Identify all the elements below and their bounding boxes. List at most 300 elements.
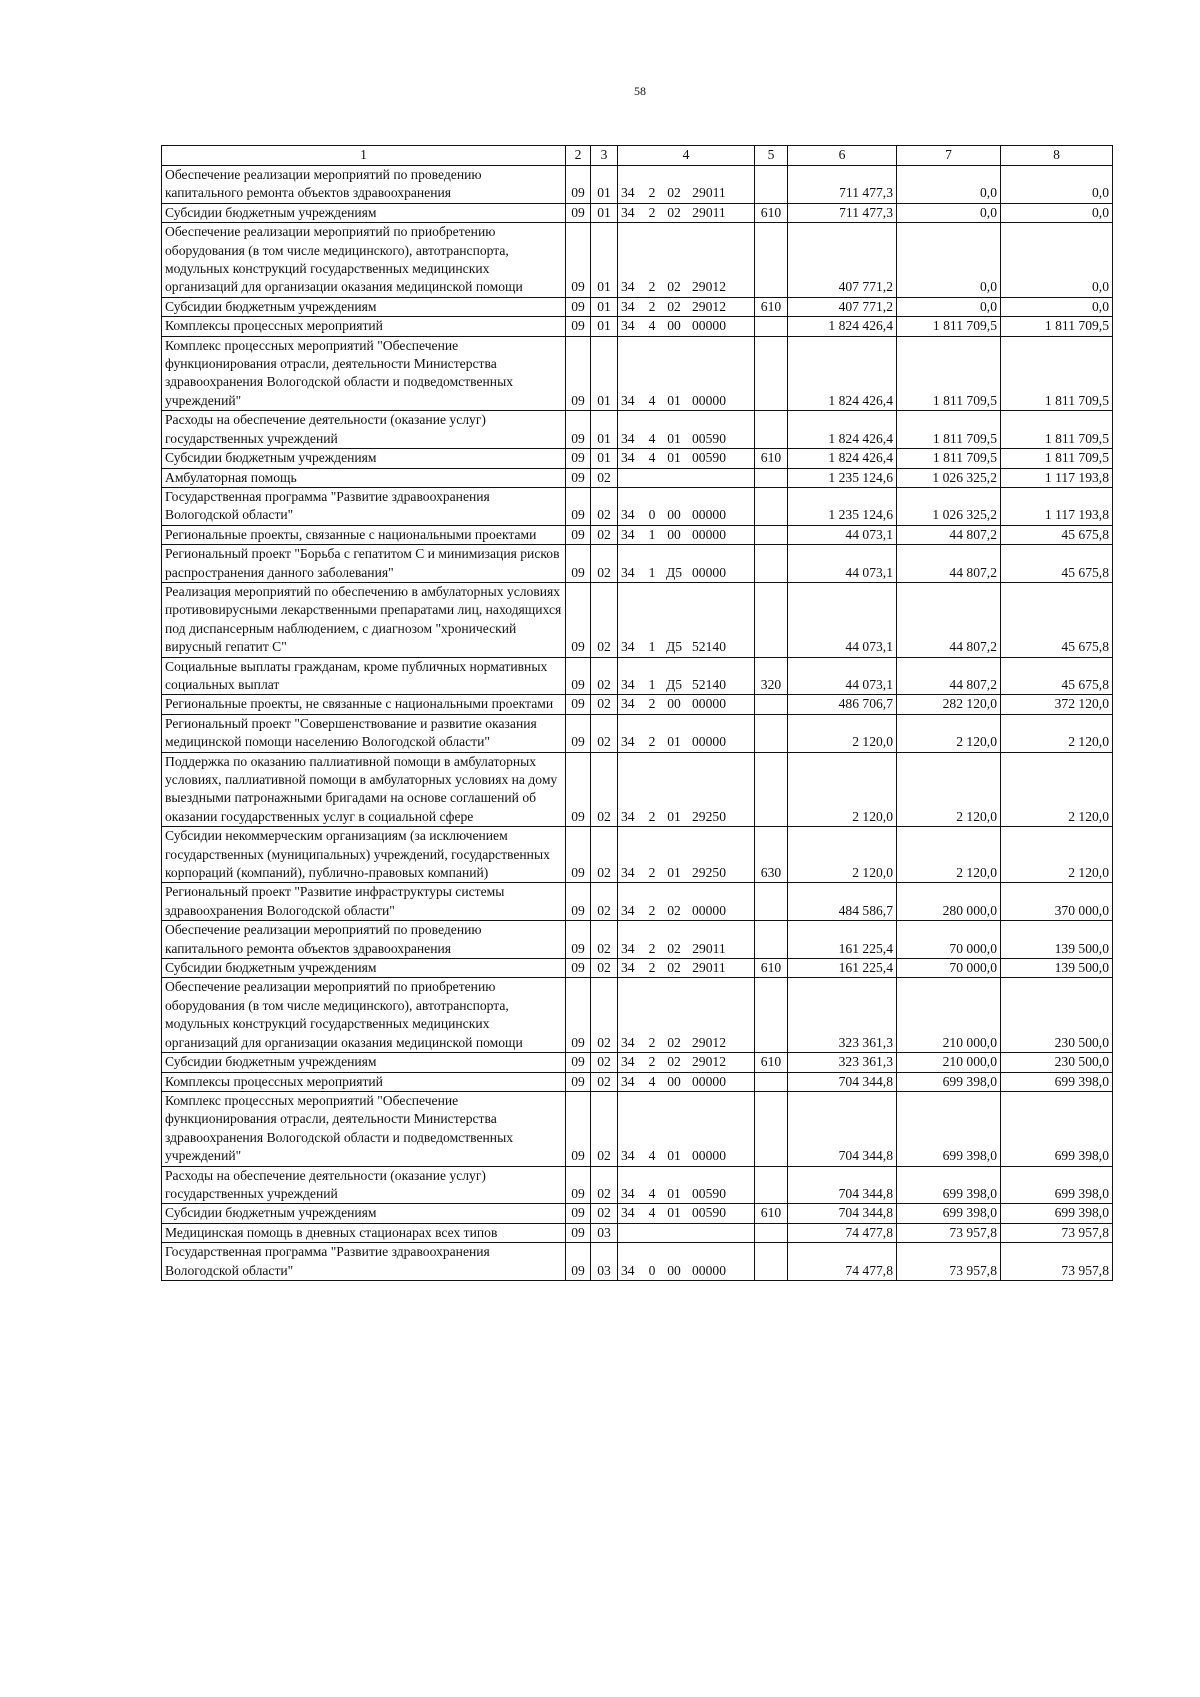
row-target-code bbox=[618, 1053, 755, 1072]
row-chapter: 09 bbox=[566, 657, 591, 695]
code-project: 01 bbox=[667, 450, 681, 466]
row-amount-col7: 44 807,2 bbox=[897, 582, 1001, 657]
row-amount-col7: 73 957,8 bbox=[897, 1223, 1001, 1242]
code-project: Д5 bbox=[665, 676, 683, 692]
row-subsection: 03 bbox=[591, 1243, 618, 1281]
row-chapter: 09 bbox=[566, 1072, 591, 1091]
code-direction: 00000 bbox=[692, 1073, 726, 1089]
row-amount-col7: 282 120,0 bbox=[897, 695, 1001, 714]
row-amount-col8: 2 120,0 bbox=[1001, 752, 1113, 827]
row-amount-col6: 1 235 124,6 bbox=[788, 468, 897, 487]
code-direction: 00000 bbox=[692, 392, 726, 408]
code-program: 34 bbox=[621, 865, 635, 881]
code-project: 01 bbox=[667, 1185, 681, 1201]
code-type: 4 bbox=[648, 1185, 656, 1201]
code-program: 34 bbox=[621, 526, 635, 542]
code-type: 2 bbox=[648, 960, 656, 976]
row-expense-type bbox=[755, 1223, 788, 1242]
code-type: 4 bbox=[648, 1205, 656, 1221]
code-project: 00 bbox=[667, 1073, 681, 1089]
table-row bbox=[162, 166, 1113, 204]
row-amount-col8: 0,0 bbox=[1001, 223, 1113, 298]
row-target-code bbox=[618, 959, 755, 978]
row-amount-col8: 73 957,8 bbox=[1001, 1223, 1113, 1242]
row-amount-col8: 699 398,0 bbox=[1001, 1072, 1113, 1091]
row-amount-col7: 73 957,8 bbox=[897, 1243, 1001, 1281]
row-subsection: 01 bbox=[591, 297, 618, 316]
row-expense-type bbox=[755, 752, 788, 827]
row-amount-col8: 1 117 193,8 bbox=[1001, 468, 1113, 487]
code-direction: 00590 bbox=[692, 430, 726, 446]
row-amount-col8: 139 500,0 bbox=[1001, 959, 1113, 978]
row-chapter: 09 bbox=[566, 921, 591, 959]
table-row bbox=[162, 921, 1113, 959]
row-amount-col8: 699 398,0 bbox=[1001, 1091, 1113, 1166]
code-project: 01 bbox=[667, 865, 681, 881]
code-direction: 00000 bbox=[692, 734, 726, 750]
code-type: 2 bbox=[648, 865, 656, 881]
code-project: 01 bbox=[667, 1148, 681, 1164]
row-chapter: 09 bbox=[566, 714, 591, 752]
table-row bbox=[162, 545, 1113, 583]
code-direction: 29012 bbox=[692, 1034, 726, 1050]
row-subsection: 01 bbox=[591, 223, 618, 298]
row-amount-col8: 1 811 709,5 bbox=[1001, 317, 1113, 336]
row-expense-type bbox=[755, 1091, 788, 1166]
row-target-code bbox=[618, 1072, 755, 1091]
code-type: 2 bbox=[648, 1054, 656, 1070]
row-subsection: 02 bbox=[591, 695, 618, 714]
table-row bbox=[162, 449, 1113, 468]
row-expense-type bbox=[755, 468, 788, 487]
table-row bbox=[162, 223, 1113, 298]
row-target-code bbox=[618, 978, 755, 1053]
code-direction: 29011 bbox=[692, 940, 726, 956]
row-amount-col7: 1 811 709,5 bbox=[897, 317, 1001, 336]
row-amount-col6: 704 344,8 bbox=[788, 1091, 897, 1166]
row-amount-col8: 73 957,8 bbox=[1001, 1243, 1113, 1281]
row-expense-type: 610 bbox=[755, 203, 788, 222]
row-expense-type bbox=[755, 883, 788, 921]
code-project: 00 bbox=[667, 507, 681, 523]
code-type: 4 bbox=[648, 430, 656, 446]
row-expense-type bbox=[755, 1243, 788, 1281]
row-chapter: 09 bbox=[566, 203, 591, 222]
page-number: 58 bbox=[634, 84, 646, 98]
table-row bbox=[162, 657, 1113, 695]
row-subsection: 02 bbox=[591, 752, 618, 827]
row-amount-col6: 711 477,3 bbox=[788, 166, 897, 204]
code-type: 1 bbox=[648, 526, 656, 542]
row-amount-col6: 44 073,1 bbox=[788, 545, 897, 583]
code-project: 01 bbox=[667, 1205, 681, 1221]
row-subsection: 03 bbox=[591, 1223, 618, 1242]
code-program: 34 bbox=[621, 450, 635, 466]
code-direction: 00000 bbox=[692, 902, 726, 918]
row-amount-col6: 161 225,4 bbox=[788, 959, 897, 978]
row-subsection: 02 bbox=[591, 1204, 618, 1223]
code-type: 1 bbox=[648, 564, 656, 580]
table-row bbox=[162, 203, 1113, 222]
row-expense-type bbox=[755, 582, 788, 657]
row-amount-col7: 1 811 709,5 bbox=[897, 336, 1001, 411]
row-amount-col7: 2 120,0 bbox=[897, 752, 1001, 827]
row-name: Комплекс процессных мероприятий "Обеспечение функционирования отрасли, деятельности Министерства здравоохранения Вологодской области и подведомственных учреждений" bbox=[162, 1091, 566, 1166]
code-direction: 29012 bbox=[692, 1054, 726, 1070]
row-expense-type bbox=[755, 714, 788, 752]
code-type: 2 bbox=[648, 734, 656, 750]
row-name: Обеспечение реализации мероприятий по приобретению оборудования (в том числе медицинского), автотранспорта, модульных конструкций государственных медицинских организаций для организации оказания медицинской помощи bbox=[162, 978, 566, 1053]
row-target-code bbox=[618, 1091, 755, 1166]
row-amount-col8: 2 120,0 bbox=[1001, 714, 1113, 752]
code-direction: 29012 bbox=[692, 298, 726, 314]
row-amount-col8: 2 120,0 bbox=[1001, 827, 1113, 883]
row-subsection: 01 bbox=[591, 449, 618, 468]
row-amount-col8: 699 398,0 bbox=[1001, 1166, 1113, 1204]
row-chapter: 09 bbox=[566, 1204, 591, 1223]
row-subsection: 02 bbox=[591, 1166, 618, 1204]
row-amount-col7: 0,0 bbox=[897, 297, 1001, 316]
row-amount-col8: 0,0 bbox=[1001, 203, 1113, 222]
row-amount-col6: 2 120,0 bbox=[788, 752, 897, 827]
table-row bbox=[162, 1072, 1113, 1091]
row-name: Поддержка по оказанию паллиативной помощи в амбулаторных условиях, паллиативной помощи в амбулаторных условиях на дому выездными патронажными бригадами на основе соглашений об оказании государственных услуг в социальной сфере bbox=[162, 752, 566, 827]
row-amount-col7: 2 120,0 bbox=[897, 827, 1001, 883]
code-program: 34 bbox=[621, 279, 635, 295]
code-project: 02 bbox=[667, 960, 681, 976]
row-amount-col8: 699 398,0 bbox=[1001, 1204, 1113, 1223]
row-expense-type: 630 bbox=[755, 827, 788, 883]
code-type: 2 bbox=[648, 185, 656, 201]
row-name: Комплексы процессных мероприятий bbox=[162, 1072, 566, 1091]
row-chapter: 09 bbox=[566, 959, 591, 978]
code-project: 02 bbox=[667, 902, 681, 918]
row-amount-col6: 1 824 426,4 bbox=[788, 449, 897, 468]
code-type: 4 bbox=[648, 450, 656, 466]
table-row bbox=[162, 752, 1113, 827]
row-target-code bbox=[618, 468, 755, 487]
code-direction: 00000 bbox=[692, 696, 726, 712]
row-amount-col6: 711 477,3 bbox=[788, 203, 897, 222]
row-subsection: 02 bbox=[591, 921, 618, 959]
code-type: 4 bbox=[648, 392, 656, 408]
row-target-code bbox=[618, 1166, 755, 1204]
row-amount-col7: 44 807,2 bbox=[897, 657, 1001, 695]
code-program: 34 bbox=[621, 734, 635, 750]
row-subsection: 02 bbox=[591, 657, 618, 695]
row-chapter: 09 bbox=[566, 525, 591, 544]
code-project: 02 bbox=[667, 1054, 681, 1070]
code-project: 00 bbox=[667, 696, 681, 712]
row-name: Субсидии бюджетным учреждениям bbox=[162, 1204, 566, 1223]
budget-table bbox=[161, 145, 1113, 1281]
code-direction: 29250 bbox=[692, 865, 726, 881]
row-target-code bbox=[618, 449, 755, 468]
row-chapter: 09 bbox=[566, 695, 591, 714]
code-type: 2 bbox=[648, 204, 656, 220]
code-type: 1 bbox=[648, 639, 656, 655]
table-row bbox=[162, 1053, 1113, 1072]
row-expense-type bbox=[755, 166, 788, 204]
row-amount-col8: 0,0 bbox=[1001, 166, 1113, 204]
row-name: Социальные выплаты гражданам, кроме публичных нормативных социальных выплат bbox=[162, 657, 566, 695]
row-subsection: 01 bbox=[591, 411, 618, 449]
row-expense-type bbox=[755, 317, 788, 336]
code-direction: 00590 bbox=[692, 1185, 726, 1201]
row-target-code bbox=[618, 336, 755, 411]
row-chapter: 09 bbox=[566, 1223, 591, 1242]
row-subsection: 02 bbox=[591, 582, 618, 657]
row-amount-col6: 44 073,1 bbox=[788, 582, 897, 657]
row-amount-col7: 0,0 bbox=[897, 203, 1001, 222]
row-target-code bbox=[618, 317, 755, 336]
row-amount-col8: 139 500,0 bbox=[1001, 921, 1113, 959]
row-target-code bbox=[618, 545, 755, 583]
row-amount-col7: 280 000,0 bbox=[897, 883, 1001, 921]
code-project: 02 bbox=[667, 279, 681, 295]
row-amount-col8: 1 117 193,8 bbox=[1001, 487, 1113, 525]
code-direction: 00590 bbox=[692, 1205, 726, 1221]
row-name: Региональные проекты, связанные с национальными проектами bbox=[162, 525, 566, 544]
row-chapter: 09 bbox=[566, 336, 591, 411]
row-amount-col8: 45 675,8 bbox=[1001, 657, 1113, 695]
row-target-code bbox=[618, 1223, 755, 1242]
row-subsection: 02 bbox=[591, 827, 618, 883]
code-type: 4 bbox=[648, 318, 656, 334]
table-row bbox=[162, 487, 1113, 525]
row-chapter: 09 bbox=[566, 582, 591, 657]
table-row bbox=[162, 959, 1113, 978]
row-subsection: 02 bbox=[591, 1091, 618, 1166]
row-subsection: 01 bbox=[591, 317, 618, 336]
table-row bbox=[162, 1243, 1113, 1281]
row-name: Субсидии бюджетным учреждениям bbox=[162, 297, 566, 316]
row-name: Субсидии бюджетным учреждениям bbox=[162, 1053, 566, 1072]
row-chapter: 09 bbox=[566, 1091, 591, 1166]
row-amount-col8: 230 500,0 bbox=[1001, 978, 1113, 1053]
row-amount-col6: 704 344,8 bbox=[788, 1204, 897, 1223]
row-amount-col7: 44 807,2 bbox=[897, 525, 1001, 544]
code-direction: 00000 bbox=[692, 1148, 726, 1164]
row-chapter: 09 bbox=[566, 166, 591, 204]
code-direction: 00000 bbox=[692, 507, 726, 523]
row-expense-type bbox=[755, 1072, 788, 1091]
row-amount-col6: 74 477,8 bbox=[788, 1243, 897, 1281]
code-program: 34 bbox=[621, 808, 635, 824]
code-type: 2 bbox=[648, 940, 656, 956]
row-chapter: 09 bbox=[566, 487, 591, 525]
table-row bbox=[162, 582, 1113, 657]
row-target-code bbox=[618, 1204, 755, 1223]
row-amount-col6: 161 225,4 bbox=[788, 921, 897, 959]
row-amount-col6: 2 120,0 bbox=[788, 714, 897, 752]
row-subsection: 02 bbox=[591, 468, 618, 487]
row-amount-col7: 0,0 bbox=[897, 166, 1001, 204]
row-name: Обеспечение реализации мероприятий по приобретению оборудования (в том числе медицинского), автотранспорта, модульных конструкций государственных медицинских организаций для организации оказания медицинской помощи bbox=[162, 223, 566, 298]
row-amount-col6: 704 344,8 bbox=[788, 1166, 897, 1204]
row-name: Региональный проект "Борьба с гепатитом С и минимизация рисков распространения данного заболевания" bbox=[162, 545, 566, 583]
row-name: Субсидии бюджетным учреждениям bbox=[162, 959, 566, 978]
code-direction: 00000 bbox=[692, 564, 726, 580]
row-chapter: 09 bbox=[566, 827, 591, 883]
code-program: 34 bbox=[621, 1073, 635, 1089]
table-row bbox=[162, 1223, 1113, 1242]
row-expense-type bbox=[755, 525, 788, 544]
row-target-code bbox=[618, 921, 755, 959]
row-expense-type bbox=[755, 1166, 788, 1204]
code-direction: 52140 bbox=[692, 639, 726, 655]
code-program: 34 bbox=[621, 185, 635, 201]
row-amount-col7: 70 000,0 bbox=[897, 959, 1001, 978]
row-expense-type bbox=[755, 545, 788, 583]
row-expense-type bbox=[755, 411, 788, 449]
code-direction: 00590 bbox=[692, 450, 726, 466]
code-type: 2 bbox=[648, 298, 656, 314]
header-cell: 2 bbox=[566, 146, 591, 166]
row-subsection: 02 bbox=[591, 487, 618, 525]
row-target-code bbox=[618, 203, 755, 222]
row-name: Субсидии бюджетным учреждениям bbox=[162, 449, 566, 468]
row-name: Медицинская помощь в дневных стационарах всех типов bbox=[162, 1223, 566, 1242]
code-program: 34 bbox=[621, 564, 635, 580]
header-cell: 4 bbox=[618, 146, 755, 166]
code-type: 0 bbox=[648, 507, 656, 523]
code-type: 4 bbox=[648, 1148, 656, 1164]
table-header-row bbox=[162, 146, 1113, 166]
row-amount-col7: 2 120,0 bbox=[897, 714, 1001, 752]
row-chapter: 09 bbox=[566, 1053, 591, 1072]
row-amount-col8: 45 675,8 bbox=[1001, 525, 1113, 544]
row-name: Комплекс процессных мероприятий "Обеспечение функционирования отрасли, деятельности Министерства здравоохранения Вологодской области и подведомственных учреждений" bbox=[162, 336, 566, 411]
code-type: 1 bbox=[648, 676, 656, 692]
row-amount-col6: 44 073,1 bbox=[788, 657, 897, 695]
row-subsection: 02 bbox=[591, 1053, 618, 1072]
row-name: Расходы на обеспечение деятельности (оказание услуг) государственных учреждений bbox=[162, 1166, 566, 1204]
row-chapter: 09 bbox=[566, 468, 591, 487]
row-amount-col7: 1 811 709,5 bbox=[897, 449, 1001, 468]
code-program: 34 bbox=[621, 392, 635, 408]
table-row bbox=[162, 827, 1113, 883]
code-direction: 00000 bbox=[692, 1262, 726, 1278]
row-chapter: 09 bbox=[566, 449, 591, 468]
code-direction: 29012 bbox=[692, 279, 726, 295]
header-cell: 1 bbox=[162, 146, 566, 166]
row-name: Субсидии некоммерческим организациям (за исключением государственных (муниципальных) учреждений, государственных корпораций (компаний), публично-правовых компаний) bbox=[162, 827, 566, 883]
row-amount-col8: 1 811 709,5 bbox=[1001, 449, 1113, 468]
row-subsection: 02 bbox=[591, 714, 618, 752]
code-program: 34 bbox=[621, 1262, 635, 1278]
code-direction: 00000 bbox=[692, 318, 726, 334]
code-type: 0 bbox=[648, 1262, 656, 1278]
row-amount-col6: 1 824 426,4 bbox=[788, 411, 897, 449]
row-chapter: 09 bbox=[566, 411, 591, 449]
row-target-code bbox=[618, 166, 755, 204]
code-program: 34 bbox=[621, 676, 635, 692]
row-target-code bbox=[618, 411, 755, 449]
table-row bbox=[162, 411, 1113, 449]
row-chapter: 09 bbox=[566, 883, 591, 921]
row-amount-col8: 1 811 709,5 bbox=[1001, 411, 1113, 449]
row-target-code bbox=[618, 525, 755, 544]
table-body bbox=[162, 166, 1113, 1281]
row-target-code bbox=[618, 695, 755, 714]
code-project: 01 bbox=[667, 430, 681, 446]
code-program: 34 bbox=[621, 902, 635, 918]
code-direction: 29011 bbox=[692, 960, 726, 976]
code-project: Д5 bbox=[665, 564, 683, 580]
row-amount-col7: 1 026 325,2 bbox=[897, 468, 1001, 487]
code-direction: 29011 bbox=[692, 204, 726, 220]
row-expense-type: 610 bbox=[755, 959, 788, 978]
table-row bbox=[162, 978, 1113, 1053]
row-chapter: 09 bbox=[566, 978, 591, 1053]
row-name: Обеспечение реализации мероприятий по проведению капитального ремонта объектов здравоохранения bbox=[162, 921, 566, 959]
row-chapter: 09 bbox=[566, 1243, 591, 1281]
row-target-code bbox=[618, 582, 755, 657]
code-project: 00 bbox=[667, 1262, 681, 1278]
code-project: Д5 bbox=[665, 639, 683, 655]
row-amount-col8: 45 675,8 bbox=[1001, 582, 1113, 657]
row-amount-col6: 323 361,3 bbox=[788, 1053, 897, 1072]
code-direction: 00000 bbox=[692, 526, 726, 542]
code-program: 34 bbox=[621, 1205, 635, 1221]
row-name: Расходы на обеспечение деятельности (оказание услуг) государственных учреждений bbox=[162, 411, 566, 449]
row-name: Региональный проект "Совершенствование и развитие оказания медицинской помощи населению Вологодской области" bbox=[162, 714, 566, 752]
row-amount-col8: 230 500,0 bbox=[1001, 1053, 1113, 1072]
table-row bbox=[162, 1204, 1113, 1223]
row-amount-col7: 44 807,2 bbox=[897, 545, 1001, 583]
code-direction: 29011 bbox=[692, 185, 726, 201]
row-target-code bbox=[618, 714, 755, 752]
row-chapter: 09 bbox=[566, 297, 591, 316]
row-amount-col6: 704 344,8 bbox=[788, 1072, 897, 1091]
table-row bbox=[162, 336, 1113, 411]
row-expense-type bbox=[755, 695, 788, 714]
row-expense-type bbox=[755, 336, 788, 411]
code-program: 34 bbox=[621, 1148, 635, 1164]
row-chapter: 09 bbox=[566, 317, 591, 336]
code-project: 01 bbox=[667, 734, 681, 750]
code-project: 02 bbox=[667, 1034, 681, 1050]
row-expense-type: 610 bbox=[755, 449, 788, 468]
row-name: Региональные проекты, не связанные с национальными проектами bbox=[162, 695, 566, 714]
row-amount-col6: 1 824 426,4 bbox=[788, 317, 897, 336]
row-target-code bbox=[618, 752, 755, 827]
row-amount-col6: 323 361,3 bbox=[788, 978, 897, 1053]
table-row bbox=[162, 695, 1113, 714]
row-target-code bbox=[618, 487, 755, 525]
row-subsection: 02 bbox=[591, 525, 618, 544]
header-cell: 8 bbox=[1001, 146, 1113, 166]
header-cell: 7 bbox=[897, 146, 1001, 166]
row-target-code bbox=[618, 883, 755, 921]
code-project: 01 bbox=[667, 808, 681, 824]
row-target-code bbox=[618, 657, 755, 695]
row-amount-col6: 44 073,1 bbox=[788, 525, 897, 544]
row-amount-col7: 699 398,0 bbox=[897, 1204, 1001, 1223]
row-amount-col7: 1 811 709,5 bbox=[897, 411, 1001, 449]
row-name: Субсидии бюджетным учреждениям bbox=[162, 203, 566, 222]
table-row bbox=[162, 714, 1113, 752]
code-program: 34 bbox=[621, 204, 635, 220]
header-cell: 6 bbox=[788, 146, 897, 166]
row-amount-col7: 0,0 bbox=[897, 223, 1001, 298]
code-type: 4 bbox=[648, 1073, 656, 1089]
header-cell: 5 bbox=[755, 146, 788, 166]
code-type: 2 bbox=[648, 902, 656, 918]
row-chapter: 09 bbox=[566, 752, 591, 827]
row-amount-col7: 210 000,0 bbox=[897, 978, 1001, 1053]
